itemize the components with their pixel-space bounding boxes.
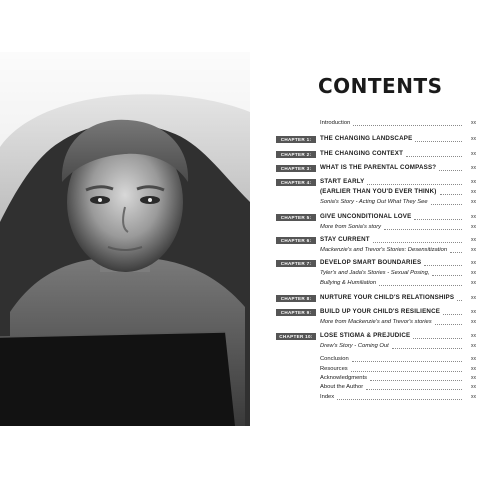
page-number: xx [471, 384, 476, 390]
chapter-badge: CHAPTER 10: [276, 333, 316, 340]
section-title: Resources [320, 366, 348, 372]
page-number: xx [471, 260, 476, 266]
page-number: xx [471, 295, 476, 301]
page-number: xx [471, 189, 476, 195]
section-subtitle: Sonia's Story - Acting Out What They See [320, 199, 428, 205]
section-title: About the Author [320, 384, 364, 390]
chapter-title: THE CHANGING LANDSCAPE [320, 135, 413, 142]
page-number: xx [471, 237, 476, 243]
chapter-title: BUILD UP YOUR CHILD'S RESILIENCE [320, 308, 441, 315]
chapter-badge: CHAPTER 2: [276, 151, 316, 158]
section-subtitle: More from Mackenzie's and Trevor's stories [320, 319, 432, 325]
leader-dots [457, 290, 462, 301]
chapter-title: START EARLY [320, 178, 365, 185]
toc-entry [270, 293, 480, 303]
chapter-title: GIVE UNCONDITIONAL LOVE [320, 213, 412, 220]
chapter-title: THE CHANGING CONTEXT [320, 150, 404, 157]
page-number: xx [471, 319, 476, 325]
chapter-badge: CHAPTER 8: [276, 295, 316, 302]
page-number: xx [471, 136, 476, 142]
toc-entry [270, 235, 480, 245]
page-number: xx [471, 270, 476, 276]
leader-dots [379, 275, 462, 286]
chapter-badge: CHAPTER 4: [276, 179, 316, 186]
contents-heading: CONTENTS [318, 74, 443, 98]
page-number: xx [471, 165, 476, 171]
leader-dots [337, 389, 462, 400]
page-number: xx [471, 333, 476, 339]
page-number: xx [471, 280, 476, 286]
leader-dots [450, 242, 462, 253]
chapter-badge: CHAPTER 5: [276, 214, 316, 221]
leader-dots [431, 194, 462, 205]
chapter-title: LOSE STIGMA & PREJUDICE [320, 332, 411, 339]
section-subtitle: Tyler's and Jada's Stories - Sexual Posing, [320, 270, 430, 276]
page-number: xx [471, 343, 476, 349]
chapter-badge: CHAPTER 9: [276, 309, 316, 316]
page-number: xx [471, 366, 476, 372]
page-number: xx [471, 120, 476, 126]
chapter-title: (EARLIER THAN YOU'D EVER THINK) [320, 188, 437, 195]
page-number: xx [471, 309, 476, 315]
page-number: xx [471, 247, 476, 253]
section-title: Conclusion [320, 356, 349, 362]
page-number: xx [471, 356, 476, 362]
chapter-title: NURTURE YOUR CHILD'S RELATIONSHIPS [320, 294, 455, 301]
toc-entry [270, 118, 480, 128]
page-number: xx [471, 224, 476, 230]
leader-dots [392, 338, 462, 349]
chapter-title: STAY CURRENT [320, 236, 370, 243]
section-subtitle: Drew's Story - Coming Out [320, 343, 389, 349]
section-subtitle: More from Sonia's story [320, 224, 382, 230]
section-subtitle: Bullying & Humiliation [320, 280, 377, 286]
page-number: xx [471, 199, 476, 205]
boy-with-tablet-image [0, 52, 250, 426]
toc-entry [270, 222, 480, 232]
page-number: xx [471, 375, 476, 381]
page-number: xx [471, 151, 476, 157]
toc-entry [270, 392, 480, 402]
cover-photo [0, 52, 250, 426]
page-number: xx [471, 214, 476, 220]
toc-entry [270, 317, 480, 327]
leader-dots [415, 131, 462, 142]
chapter-badge: CHAPTER 1: [276, 136, 316, 143]
toc-entry [270, 197, 480, 207]
leader-dots [373, 232, 462, 243]
toc-entry [270, 245, 480, 255]
chapter-badge: CHAPTER 7: [276, 260, 316, 267]
leader-dots [406, 146, 462, 157]
section-title: Index [320, 394, 335, 400]
toc-entry [270, 341, 480, 351]
chapter-title: WHAT IS THE PARENTAL COMPASS? [320, 164, 437, 171]
page-number: xx [471, 179, 476, 185]
section-title: Introduction [320, 120, 351, 126]
leader-dots [435, 314, 462, 325]
leader-dots [353, 115, 462, 126]
chapter-title: DEVELOP SMART BOUNDARIES [320, 259, 422, 266]
toc-entry [270, 163, 480, 173]
section-subtitle: Mackenzie's and Trevor's Stories: Desensitization [320, 247, 448, 253]
toc-entry [270, 149, 480, 159]
toc-entry [270, 278, 480, 288]
section-title: Acknowledgments [320, 375, 368, 381]
page-number: xx [471, 394, 476, 400]
leader-dots [384, 219, 462, 230]
leader-dots [439, 160, 462, 171]
toc-entry [270, 134, 480, 144]
chapter-badge: CHAPTER 6: [276, 237, 316, 244]
chapter-badge: CHAPTER 3: [276, 165, 316, 172]
